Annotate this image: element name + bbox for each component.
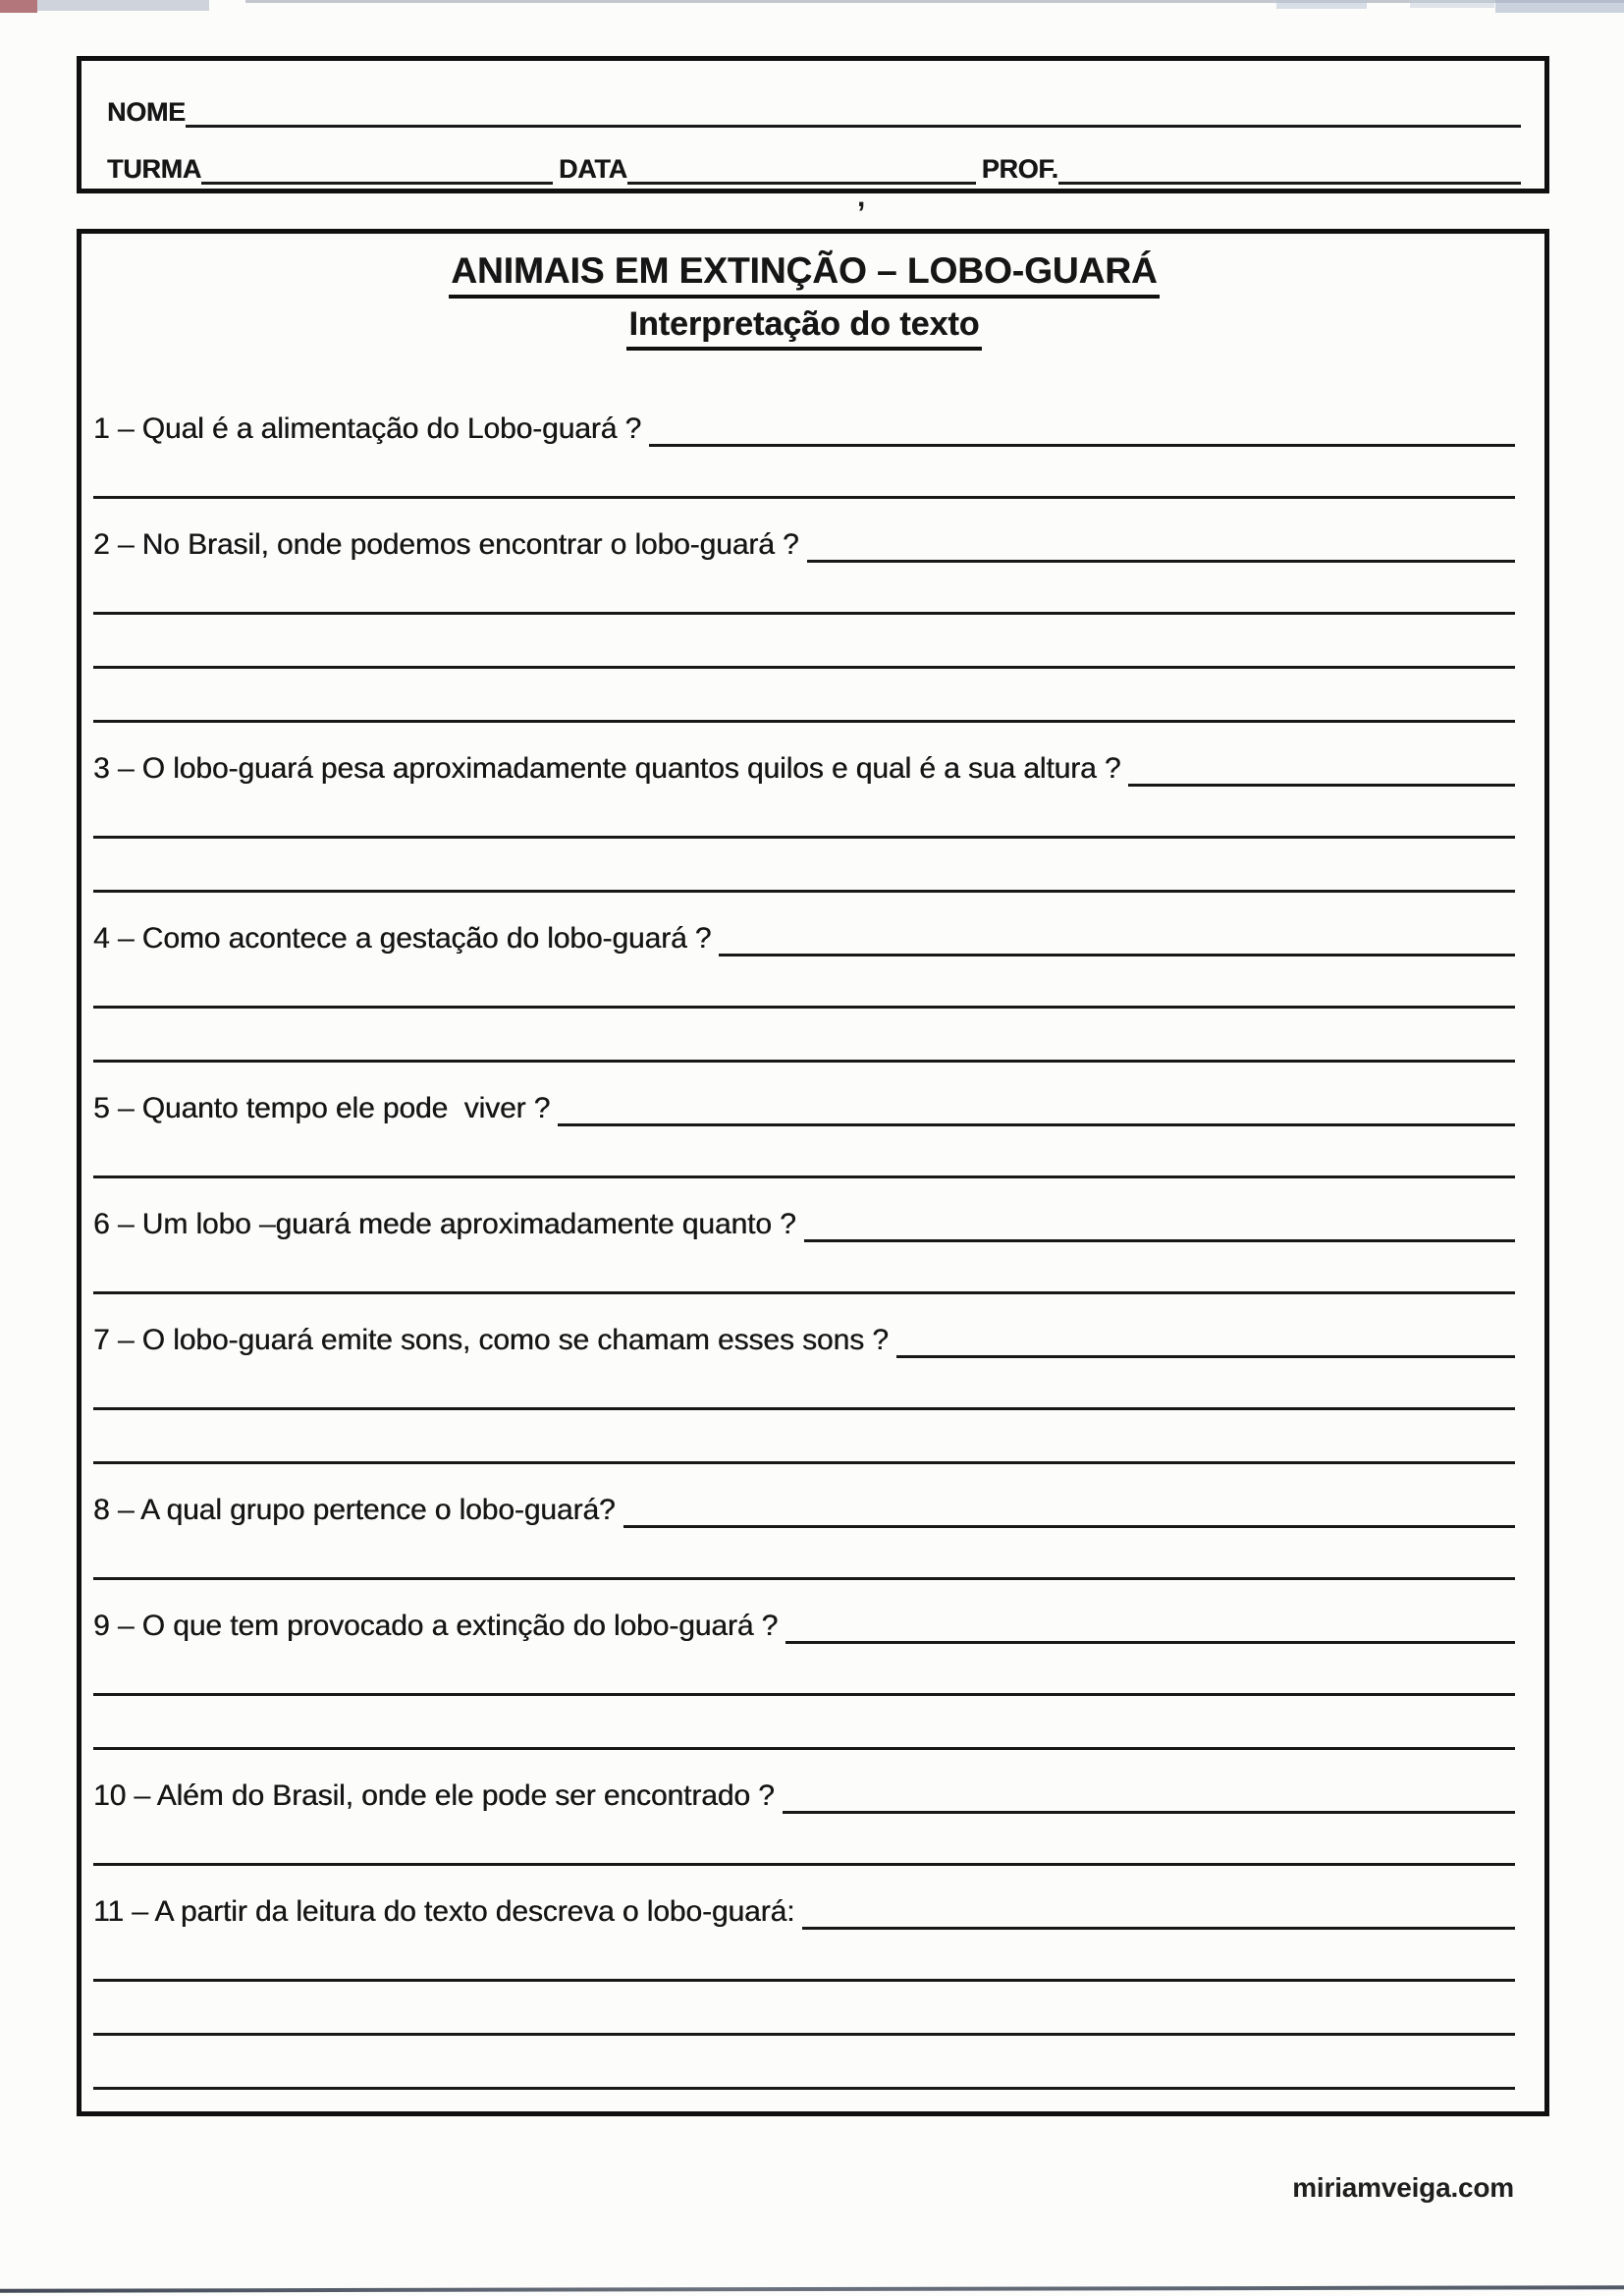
question-list [93,409,1515,2090]
question-row [93,1320,1515,1360]
question-text: 7 – O lobo-guará emite sons, como se chamam esses sons ? [93,1324,889,1356]
scan-artifact [0,0,37,13]
answer-line[interactable] [93,890,1515,893]
question-item [93,1204,1515,1294]
date-input-line[interactable] [627,152,976,185]
scan-artifact [1410,0,1494,8]
subtitle-row [93,304,1515,351]
answer-line[interactable] [93,1747,1515,1750]
answer-line[interactable] [93,1407,1515,1410]
page-bottom-edge [0,2285,1624,2292]
answer-line-inline[interactable] [807,524,1515,563]
question-row [93,409,1515,449]
teacher-input-line[interactable] [1058,152,1521,185]
answer-line-inline[interactable] [785,1606,1515,1644]
question-text: 10 – Além do Brasil, onde ele pode ser encontrado ? [93,1779,775,1812]
answer-line[interactable] [93,666,1515,669]
answer-line[interactable] [93,1291,1515,1294]
question-item [93,1088,1515,1178]
answer-line-inline[interactable] [896,1320,1515,1358]
answer-line[interactable] [93,720,1515,723]
answer-line[interactable] [93,1175,1515,1178]
credit-url: miriamveiga.com [1292,2172,1514,2203]
answer-line[interactable] [93,1060,1515,1063]
question-text: 3 – O lobo-guará pesa aproximadamente quantos quilos e qual é a sua altura ? [93,752,1121,785]
question-row [93,1606,1515,1646]
answer-line[interactable] [93,1577,1515,1580]
answer-line[interactable] [93,612,1515,615]
question-row [93,1776,1515,1816]
answer-line-inline[interactable] [719,918,1515,957]
class-date-teacher-row [107,145,1521,185]
question-item [93,918,1515,1063]
question-row [93,748,1515,789]
question-row [93,1204,1515,1244]
scan-artifact [1495,0,1624,13]
question-item [93,524,1515,723]
class-label: TURMA [107,154,201,184]
name-row [107,88,1521,128]
question-item [93,1776,1515,1866]
teacher-label: PROF. [981,154,1058,184]
answer-line-inline[interactable] [1128,748,1515,787]
question-row [93,1088,1515,1128]
answer-line[interactable] [93,1006,1515,1009]
answer-line[interactable] [93,1863,1515,1866]
answer-line-inline[interactable] [623,1490,1515,1528]
question-text: 1 – Qual é a alimentação do Lobo-guará ? [93,412,642,445]
worksheet-subtitle: Interpretação do texto [626,304,981,351]
question-item [93,1320,1515,1464]
student-info-box [77,56,1549,213]
title-row [93,249,1515,299]
answer-line[interactable] [93,836,1515,839]
question-item [93,1606,1515,1750]
answer-line[interactable] [93,1693,1515,1696]
answer-line[interactable] [93,1979,1515,1982]
answer-line-inline[interactable] [558,1088,1515,1126]
question-text: 5 – Quanto tempo ele pode viver ? [93,1092,551,1124]
question-item [93,748,1515,893]
scan-artifact [1276,0,1367,9]
question-item [93,409,1515,499]
question-row [93,918,1515,958]
name-label: NOME [107,97,186,127]
scan-stray-mark: , [857,181,866,213]
answer-line[interactable] [93,1461,1515,1464]
answer-line[interactable] [93,496,1515,499]
answer-line-inline[interactable] [783,1776,1515,1814]
question-row [93,524,1515,565]
answer-line[interactable] [93,2033,1515,2036]
question-row [93,1891,1515,1932]
answer-line[interactable] [93,2087,1515,2090]
answer-line-inline[interactable] [802,1891,1515,1930]
scan-artifact [37,0,209,11]
question-item [93,1490,1515,1580]
date-label: DATA [558,154,627,184]
question-text: 11 – A partir da leitura do texto descreva o lobo-guará: [93,1895,795,1928]
question-text: 2 – No Brasil, onde podemos encontrar o lobo-guará ? [93,528,799,561]
worksheet-title: ANIMAIS EM EXTINÇÃO – LOBO-GUARÁ [449,249,1159,299]
question-text: 4 – Como acontece a gestação do lobo-guará ? [93,922,712,955]
question-text: 8 – A qual grupo pertence o lobo-guará? [93,1494,616,1526]
question-text: 6 – Um lobo –guará mede aproximadamente quanto ? [93,1208,796,1240]
class-input-line[interactable] [201,152,553,185]
question-row [93,1490,1515,1530]
worksheet-body [77,229,1549,2116]
question-text: 9 – O que tem provocado a extinção do lobo-guará ? [93,1610,779,1642]
question-item [93,1891,1515,2090]
name-input-line[interactable] [186,95,1521,128]
answer-line-inline[interactable] [649,409,1515,447]
answer-line-inline[interactable] [804,1204,1515,1242]
